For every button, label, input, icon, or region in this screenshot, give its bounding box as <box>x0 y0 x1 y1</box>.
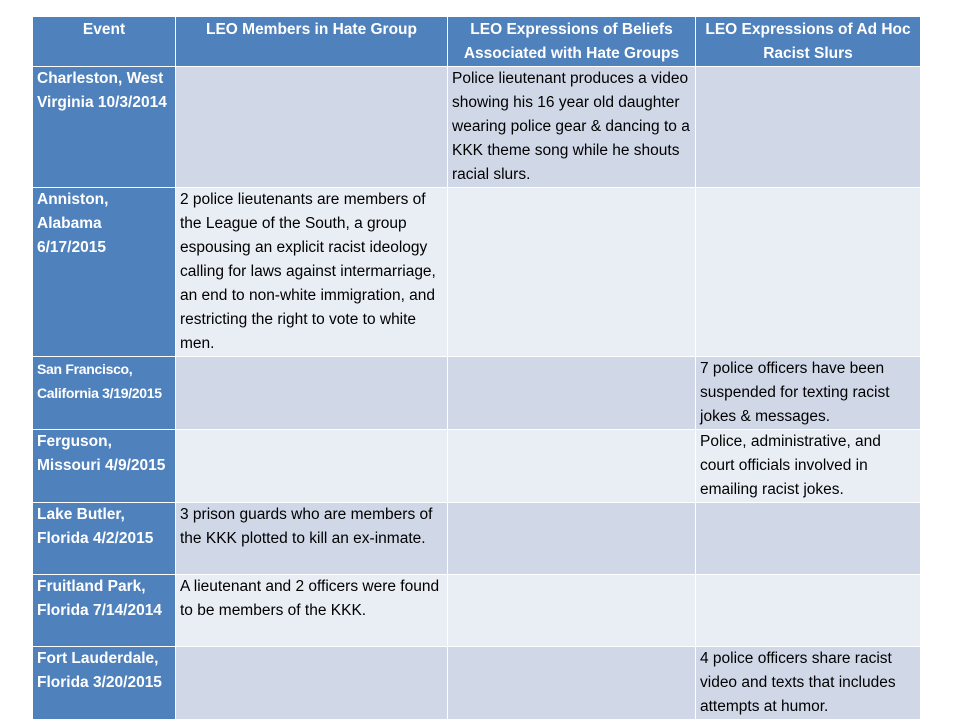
table-row <box>33 647 921 720</box>
event-cell: Ferguson, Missouri 4/9/2015 <box>33 430 176 503</box>
table-row <box>33 357 921 430</box>
members-cell <box>176 67 448 188</box>
event-cell: Lake Butler, Florida 4/2/2015 <box>33 503 176 575</box>
beliefs-cell: Police lieutenant produces a video showing his 16 year old daughter wearing police gear & dancing to a KKK theme song while he shouts racial slurs. <box>448 67 696 188</box>
members-cell: 2 police lieutenants are members of the League of the South, a group espousing an explicit racist ideology calling for laws against intermarriage, an end to non-white immigration, and restricting the right to vote to white men. <box>176 188 448 357</box>
beliefs-cell <box>448 430 696 503</box>
members-cell: 3 prison guards who are members of the KKK plotted to kill an ex-inmate. <box>176 503 448 575</box>
members-cell <box>176 647 448 720</box>
event-cell: Fort Lauderdale, Florida 3/20/2015 <box>33 647 176 720</box>
beliefs-cell <box>448 357 696 430</box>
header-event: Event <box>33 17 176 67</box>
header-row <box>33 17 921 67</box>
header-members: LEO Members in Hate Group <box>176 17 448 67</box>
table-row <box>33 503 921 575</box>
header-slurs: LEO Expressions of Ad Hoc Racist Slurs <box>696 17 921 67</box>
event-cell: Fruitland Park, Florida 7/14/2014 <box>33 575 176 647</box>
members-cell <box>176 430 448 503</box>
beliefs-cell <box>448 647 696 720</box>
header-beliefs: LEO Expressions of Beliefs Associated with Hate Groups <box>448 17 696 67</box>
slurs-cell: Police, administrative, and court officials involved in emailing racist jokes. <box>696 430 921 503</box>
table-row <box>33 67 921 188</box>
table-row <box>33 430 921 503</box>
slurs-cell <box>696 67 921 188</box>
event-cell: Anniston, Alabama 6/17/2015 <box>33 188 176 357</box>
table-row <box>33 188 921 357</box>
slurs-cell <box>696 188 921 357</box>
event-cell: San Francisco, California 3/19/2015 <box>33 357 176 430</box>
event-cell: Charleston, West Virginia 10/3/2014 <box>33 67 176 188</box>
beliefs-cell <box>448 188 696 357</box>
members-cell: A lieutenant and 2 officers were found to be members of the KKK. <box>176 575 448 647</box>
slurs-cell: 7 police officers have been suspended for texting racist jokes & messages. <box>696 357 921 430</box>
slurs-cell: 4 police officers share racist video and texts that includes attempts at humor. <box>696 647 921 720</box>
beliefs-cell <box>448 503 696 575</box>
members-cell <box>176 357 448 430</box>
slurs-cell <box>696 503 921 575</box>
beliefs-cell <box>448 575 696 647</box>
slurs-cell <box>696 575 921 647</box>
table-row <box>33 575 921 647</box>
incidents-table <box>32 16 921 720</box>
